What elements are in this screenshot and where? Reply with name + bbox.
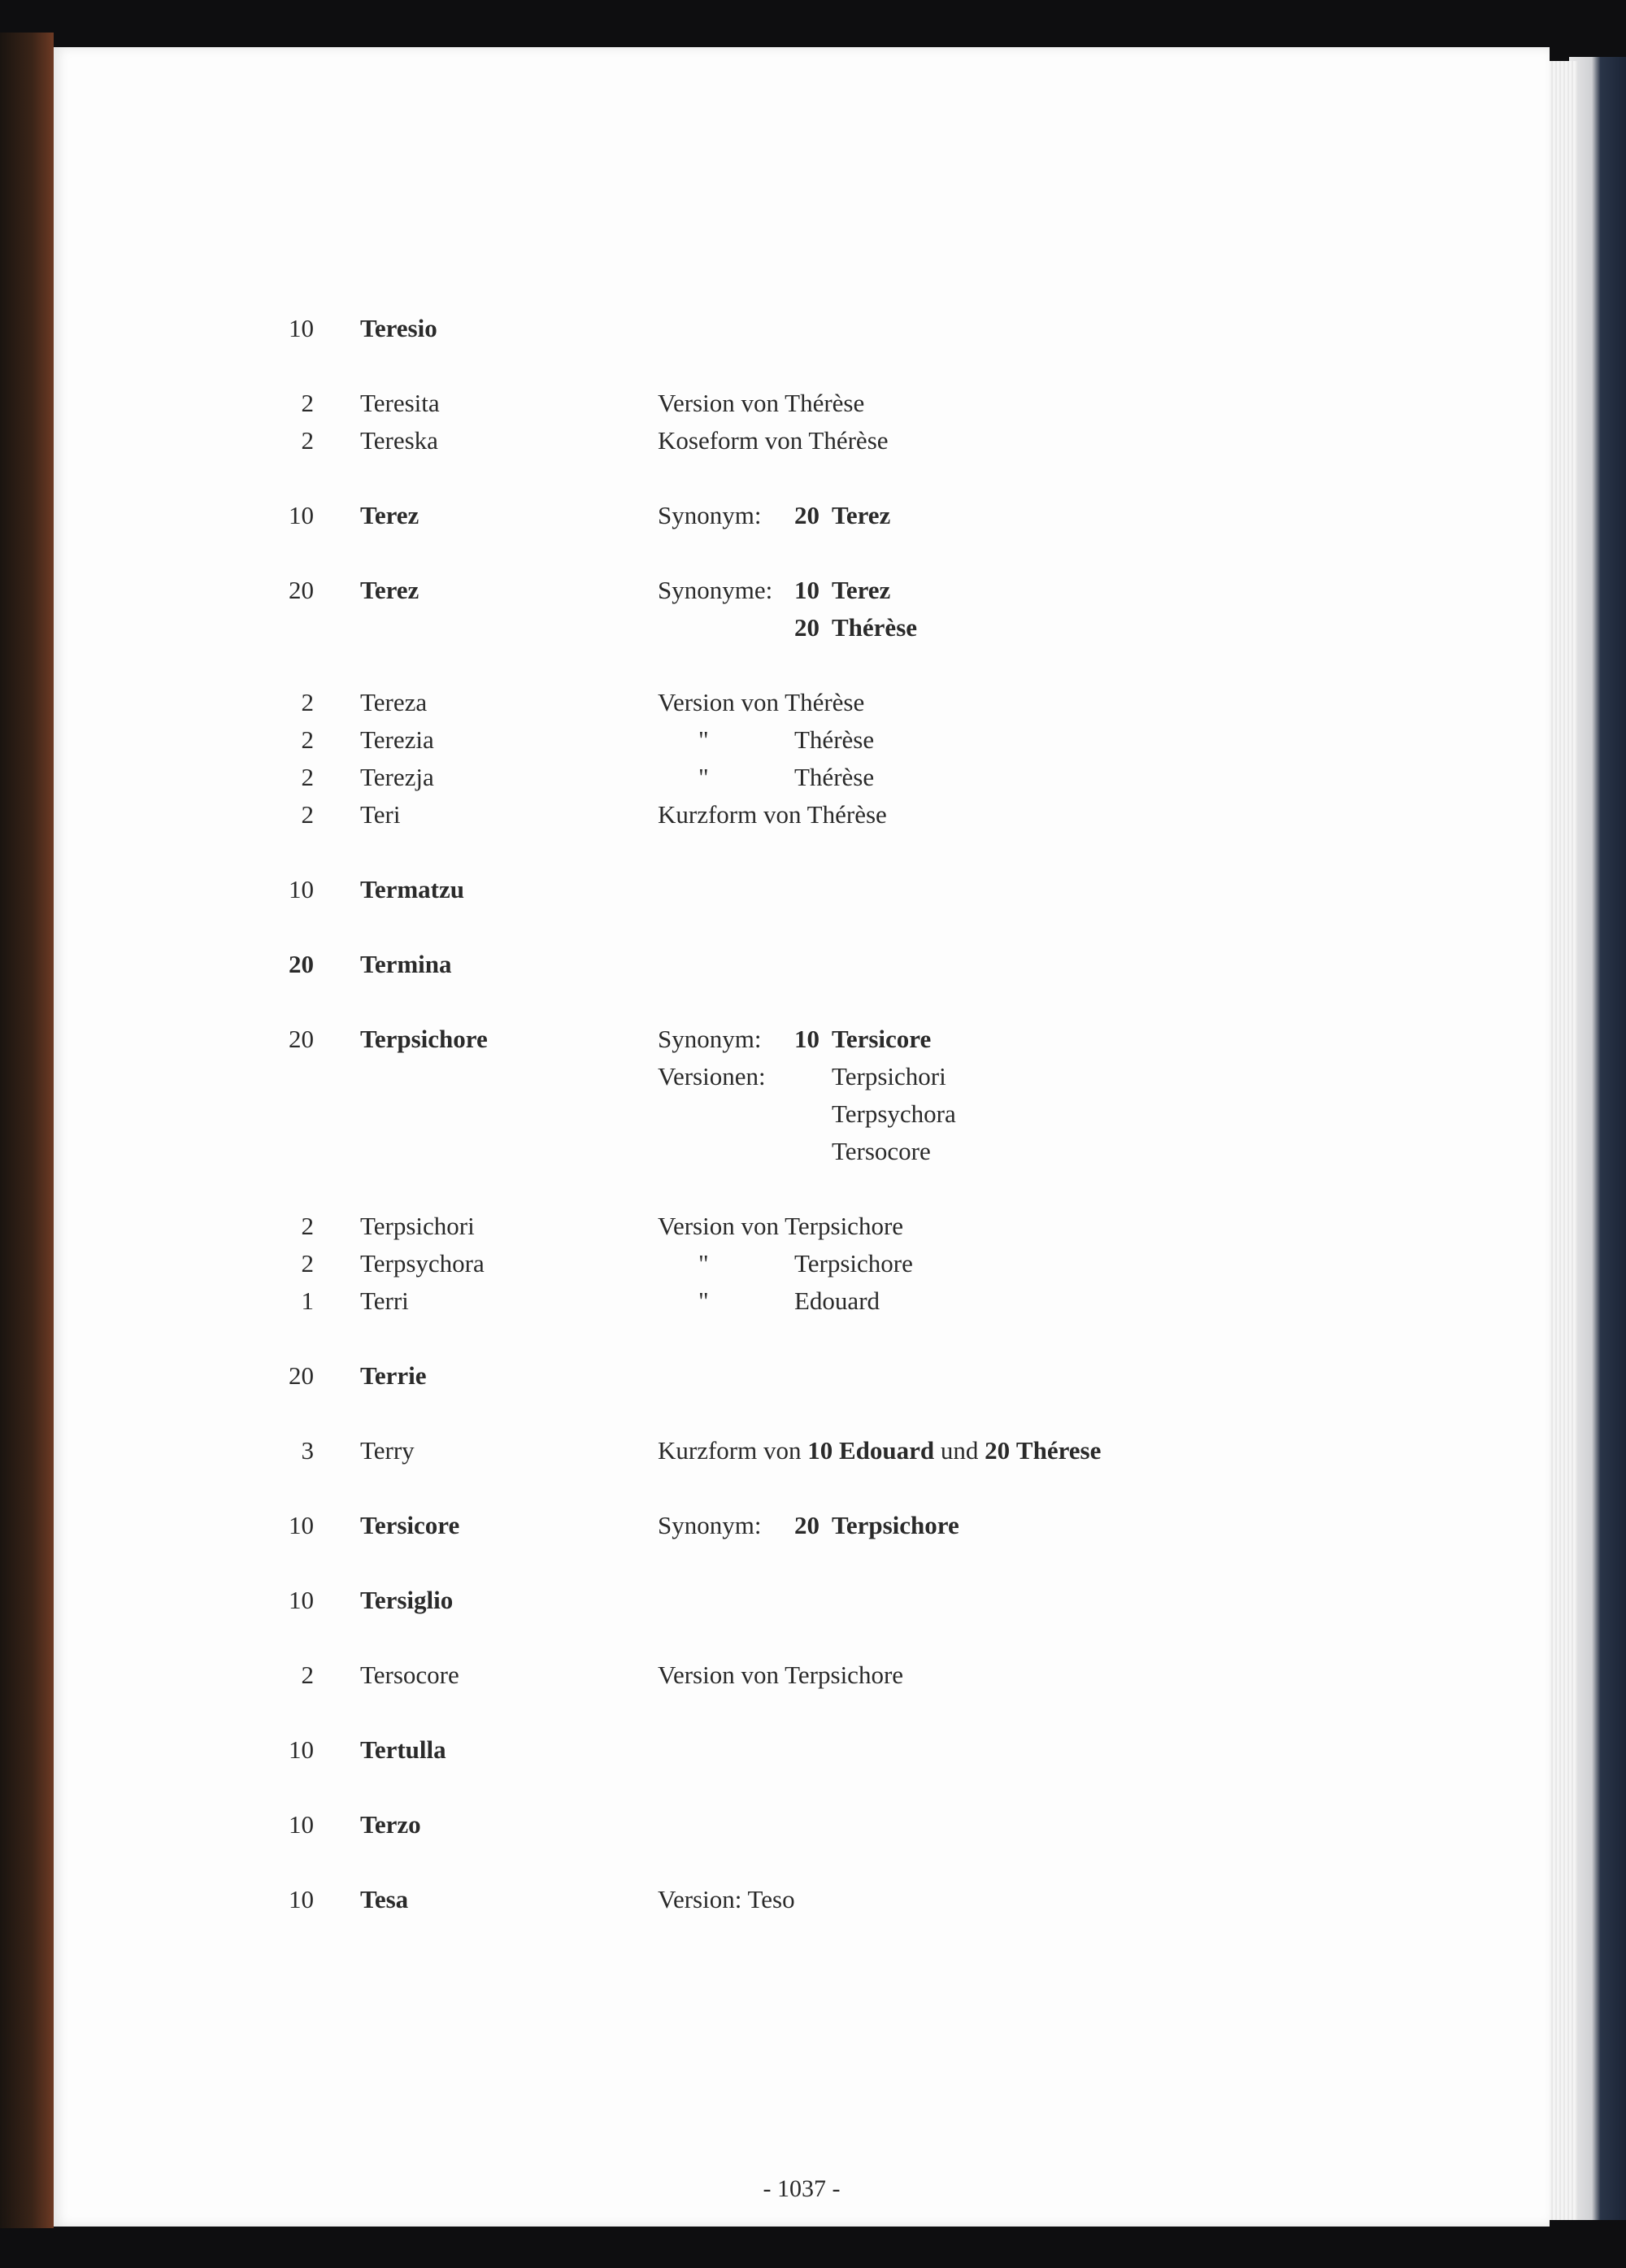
entry-number: 20: [289, 1025, 314, 1053]
entry-ref: Terez: [832, 501, 891, 529]
entry-ref: Terpsichore: [832, 1511, 959, 1539]
entry-label: Versionen:: [658, 1062, 766, 1090]
entry-info: Terpsichore: [794, 1249, 913, 1278]
entry-name: Terez: [360, 576, 420, 604]
entry-name: Teresio: [360, 314, 437, 342]
entry-ref-number: 20: [794, 1511, 820, 1539]
entry-label: Synonyme:: [658, 576, 773, 604]
entry-name: Terezja: [360, 763, 434, 791]
entry-number: 1: [301, 1286, 314, 1315]
entry-name: Tereska: [360, 426, 438, 455]
entry-ref-number: 20: [985, 1436, 1011, 1465]
entry-name: Tersiglio: [360, 1586, 454, 1614]
entry-name: Tesa: [360, 1885, 409, 1913]
entry-number: 2: [301, 725, 314, 754]
entry-version: Terpsychora: [832, 1099, 956, 1128]
entry-label: Synonym:: [658, 1025, 762, 1053]
entry-number: 2: [301, 1212, 314, 1240]
entry-name: Terzo: [360, 1810, 421, 1839]
entry-name: Tersicore: [360, 1511, 460, 1539]
entry-name: Termina: [360, 950, 452, 978]
entry-number: 2: [301, 688, 314, 716]
ditto-mark: ": [698, 763, 709, 791]
entry-info-line: [658, 1434, 1101, 1467]
entry-info: Version von Thérèse: [658, 688, 865, 716]
document-page: [54, 47, 1550, 2227]
entry-ref: Thérese: [1015, 1436, 1102, 1465]
entry-version: Tersocore: [832, 1137, 931, 1165]
entry-name: Tereza: [360, 688, 428, 716]
entry-info: Version von Terpsichore: [658, 1661, 904, 1689]
entry-number: 2: [301, 763, 314, 791]
entry-ref: Thérèse: [832, 613, 918, 642]
entry-name: Terpsichori: [360, 1212, 475, 1240]
entry-name: Tertulla: [360, 1735, 446, 1764]
entry-name: Terpsychora: [360, 1249, 485, 1278]
ditto-mark: ": [698, 1286, 709, 1315]
entry-name: Terri: [360, 1286, 409, 1315]
entry-name: Terrie: [360, 1361, 427, 1390]
entry-number: 10: [289, 1810, 314, 1839]
entry-number: 10: [289, 875, 314, 903]
entry-ref-number: 10: [794, 576, 820, 604]
entry-name: Tersocore: [360, 1661, 459, 1689]
entry-ref: Tersicore: [832, 1025, 932, 1053]
ditto-mark: ": [698, 1249, 709, 1278]
entry-name: Terezia: [360, 725, 434, 754]
entry-info-prefix: Kurzform von: [658, 1436, 802, 1465]
entry-number: 2: [301, 389, 314, 417]
entry-name: Terry: [360, 1436, 415, 1465]
entry-info: Koseform von Thérèse: [658, 426, 889, 455]
entry-number: 10: [289, 1586, 314, 1614]
entry-label: Synonym:: [658, 1511, 762, 1539]
entry-ref-number: 10: [794, 1025, 820, 1053]
entry-number: 20: [289, 576, 314, 604]
entry-info: Edouard: [794, 1286, 880, 1315]
page-edges: [1545, 61, 1577, 2220]
entry-number: 2: [301, 1249, 314, 1278]
ditto-mark: ": [698, 725, 709, 754]
entry-number: 10: [289, 314, 314, 342]
entry-number: 20: [289, 950, 314, 978]
entry-ref: Edouard: [838, 1436, 935, 1465]
book-cover-right: [1569, 57, 1626, 2220]
page-number: - 1037 -: [763, 2175, 841, 2202]
entry-number: 10: [289, 1885, 314, 1913]
entry-number: 10: [289, 1735, 314, 1764]
entry-info: Kurzform von Thérèse: [658, 800, 887, 829]
entry-ref-number: 20: [794, 501, 820, 529]
entry-info: Version: Teso: [658, 1885, 795, 1913]
entry-name: Termatzu: [360, 875, 464, 903]
entry-number: 20: [289, 1361, 314, 1390]
entry-label: Synonym:: [658, 501, 762, 529]
entry-version: Terpsichori: [832, 1062, 946, 1090]
entry-name: Teresita: [360, 389, 440, 417]
entry-number: 2: [301, 426, 314, 455]
entry-number: 10: [289, 501, 314, 529]
entry-number: 2: [301, 800, 314, 829]
entry-info: Thérèse: [794, 763, 875, 791]
entry-info: Version von Thérèse: [658, 389, 865, 417]
entry-info: Thérèse: [794, 725, 875, 754]
entry-number: 2: [301, 1661, 314, 1689]
entry-name: Terpsichore: [360, 1025, 488, 1053]
entry-number: 3: [301, 1436, 314, 1465]
entry-ref-number: 20: [794, 613, 820, 642]
book-cover-left: [0, 33, 54, 2228]
entry-ref: Terez: [832, 576, 891, 604]
entry-conjunction: und: [940, 1436, 979, 1465]
entry-number: 10: [289, 1511, 314, 1539]
entry-info: Version von Terpsichore: [658, 1212, 904, 1240]
entry-ref-number: 10: [807, 1436, 833, 1465]
entry-name: Terez: [360, 501, 420, 529]
entry-name: Teri: [360, 800, 401, 829]
